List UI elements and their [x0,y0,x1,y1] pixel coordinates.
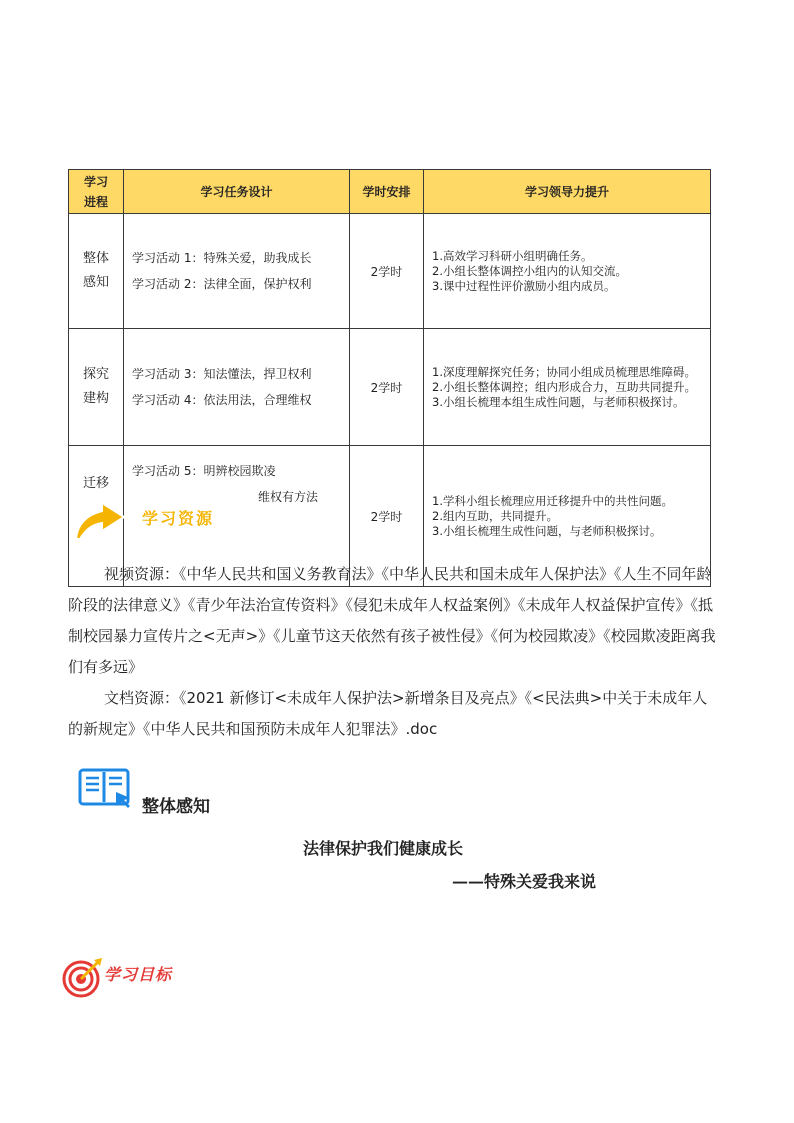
header-leadership: 学习领导力提升 [424,170,711,214]
stage-cell [69,329,124,446]
hours-cell: 2学时 [350,214,424,329]
task-line: 学习活动 3：知法懂法，捍卫权利 [132,367,312,381]
video-resources-paragraph: 视频资源：《中华人民共和国义务教育法》《中华人民共和国未成年人保护法》《人生不同年龄阶段的法律意义》《青少年法治宣传资料》《侵犯未成年人权益案例》《未成年人权益保护宣传》《抵制校园暴力宣传片之<无声>》《儿童节这天依然有孩子被性侵》《何为校园欺凌》《校园欺凌距离我们有多远》 [68,565,716,676]
table-header-row [69,170,711,214]
table-row [69,329,711,446]
leadership-item: 3.课中过程性评价激励小组内成员。 [432,278,616,293]
stage-text: 迁移 [82,476,109,491]
task-line: 维权有方法 [258,490,319,504]
task-line: 学习活动 1：特殊关爱，助我成长 [132,251,312,265]
stage-text: 整体 感知 [82,251,109,290]
header-hours: 学时安排 [350,170,424,214]
task-line: 学习活动 4：依法用法，合理维权 [132,393,312,407]
header-stage-line2: 进程 [83,194,108,209]
hours-cell: 2学时 [350,446,424,587]
leadership-item: 3.小组长梳理生成性问题，与老师积极探讨。 [432,523,662,538]
task-cell [124,214,350,329]
leadership-item: 3.小组长梳理本组生成性问题，与老师积极探讨。 [432,394,685,409]
task-cell [124,329,350,446]
leadership-item: 1.深度理解探究任务；协同小组成员梳理思维障碍。 [432,364,696,379]
header-task: 学习任务设计 [124,170,350,214]
leadership-cell [424,329,711,446]
leadership-item: 2.小组长整体调控；组内形成合力，互助共同提升。 [432,379,696,394]
leadership-cell [424,214,711,329]
lesson-subtitle: ——特殊关爱我来说 [452,872,597,891]
stage-text: 探究 建构 [82,367,109,406]
leadership-item: 2.组内互助，共同提升。 [432,508,558,523]
resources-badge: 学习资源 [142,509,215,528]
lesson-title: 法律保护我们健康成长 [303,839,464,858]
task-line: 学习活动 2：法律全面，保护权利 [132,277,312,291]
book-icon [78,766,132,810]
hours-cell: 2学时 [350,329,424,446]
header-stage [69,170,124,214]
leadership-item: 1.学科小组长梳理应用迁移提升中的共性问题。 [432,493,673,508]
doc-resources-paragraph: 文档资源：《2021 新修订<未成年人保护法>新增条目及亮点》《<民法典>中关于未成年人的新规定》《中华人民共和国预防未成年人犯罪法》.doc [68,689,708,738]
header-stage-line1: 学习 [83,174,108,189]
section-heading: 整体感知 [142,797,210,817]
goal-label: 学习目标 [104,965,173,984]
table-row [69,214,711,329]
stage-cell [69,214,124,329]
leadership-item: 1.高效学习科研小组明确任务。 [432,248,593,263]
leadership-item: 2.小组长整体调控小组内的认知交流。 [432,263,627,278]
target-icon [62,956,104,998]
task-line: 学习活动 5：明辨校园欺凌 [132,464,276,478]
